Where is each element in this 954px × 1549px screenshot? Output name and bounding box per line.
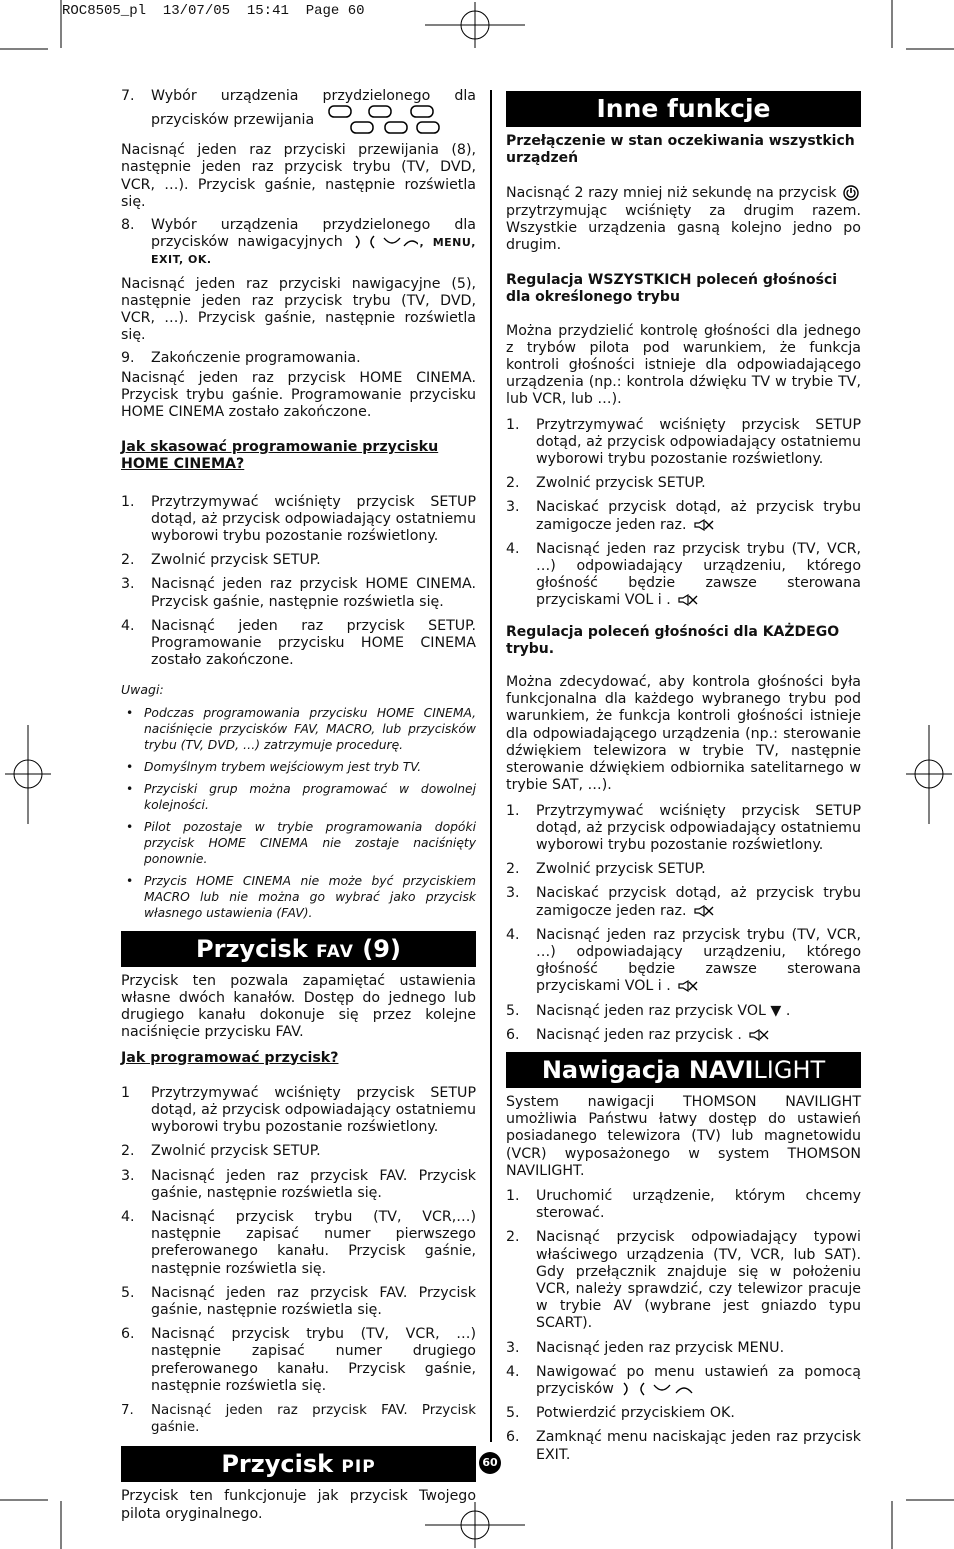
list-item: 6. Nacisnąć przycisk trybu (TV, VCR, …) następnie zapisać numer drugiego preferowanego kanału. Przycisk gaśnie, następnie rozświetla się. xyxy=(121,1326,476,1394)
list-item: 4. Nacisnąć jeden raz przycisk trybu (TV, VCR, …) odpowiadający urządzeniu, którego głośność będzie zawsze sterowana przyciskami VOL i . xyxy=(506,540,861,609)
rewind-keys-icon xyxy=(321,105,441,135)
fav-banner: Przycisk FAV (9) xyxy=(121,931,476,967)
mute-icon xyxy=(677,594,699,606)
standby-heading: Przełączenie w stan oczekiwania wszystkich urządzeń xyxy=(506,133,855,167)
list-item: 1. Uruchomić urządzenie, którym chcemy sterować. xyxy=(506,1187,861,1222)
mute-icon xyxy=(693,519,715,531)
list-item: 4. Nacisnąć jeden raz przycisk SETUP. Programowanie przycisku HOME CINEMA zostało zakończone. xyxy=(121,617,476,669)
list-item: 2. Zwolnić przycisk SETUP. xyxy=(506,861,706,878)
list-item: 2. Zwolnić przycisk SETUP. xyxy=(506,475,706,492)
notes-title: Uwagi: xyxy=(121,682,164,698)
list-item: 1. Przytrzymywać wciśnięty przycisk SETUP dotąd, aż przycisk odpowiadający ostatniemu wyborowi trybu pozostanie rozświetlony. xyxy=(506,802,861,853)
page-number: 60 xyxy=(479,1452,501,1474)
navigation-keys-icon xyxy=(354,234,418,250)
list-item: 7. Wybór urządzenia przydzielonego dla przycisków przewijania xyxy=(121,88,476,135)
other-functions-banner: Inne funkcje xyxy=(506,91,861,127)
list-item: 4. Nawigować po menu ustawień za pomocą przycisków xyxy=(506,1363,861,1397)
paragraph: System nawigacji THOMSON NAVILIGHT umożliwia Państwu łatwy dostęp do ustawień posiadanego telewizora (TV) lub magnetowidu (VCR) wyposażonego w system THOMSON NAVILIGHT. xyxy=(506,1093,861,1179)
list-item: 3. Nacisnąć jeden raz przycisk FAV. Przycisk gaśnie, następnie rozświetla się. xyxy=(121,1167,476,1201)
list-item: 3. Nacisnąć jeden raz przycisk HOME CINEMA. Przycisk gaśnie, następnie rozświetla się. xyxy=(121,576,476,610)
list-item: 6. Zamknąć menu naciskając jeden raz przycisk EXIT. xyxy=(506,1429,861,1463)
paragraph: Nacisnąć jeden raz przycisk HOME CINEMA. Przycisk trybu gaśnie. Programowanie przycisku HOME CINEMA zostało zakończone. xyxy=(121,369,476,421)
list-item: 6. Nacisnąć jeden raz przycisk . xyxy=(506,1027,861,1044)
note-item: • Podczas programowania przycisku HOME CINEMA, naciśnięcie przycisków FAV, MACRO, lub przycisków trybu (TV, DVD, …) zatrzymuje procedurę. xyxy=(121,705,476,753)
list-item: 3. Nacisnąć jeden raz przycisk MENU. xyxy=(506,1339,785,1356)
power-icon xyxy=(843,185,859,201)
pip-banner: Przycisk PIP xyxy=(121,1446,476,1482)
mute-icon xyxy=(677,980,699,992)
list-item: 5. Nacisnąć jeden raz przycisk VOL ▼ . xyxy=(506,1002,791,1019)
navilight-banner: Nawigacja NAVILIGHT xyxy=(506,1052,861,1088)
paragraph: Można przydzielić kontrolę głośności dla jednego z trybów pilota pod warunkiem, że funkcja kontroli głośności istnieje dla odpowiadającego urządzenia (np.: kontrola dźwięku TV w trybie TV, lub VCR, lub …). xyxy=(506,322,861,408)
paragraph: Można zdecydować, aby kontrola głośności była funkcjonalna dla każdego wybranego trybu pod warunkiem, że funkcja kontroli głośności istnieje dla odpowiadającego urządzenia (np.: sterowanie dźwiękiem telewizora w trybie TV, następnie sterowanie dźwiękiem odbiornika satelitarnego w trybie SAT, …). xyxy=(506,674,861,794)
list-item: 5. Nacisnąć jeden raz przycisk FAV. Przycisk gaśnie, następnie rozświetla się. xyxy=(121,1284,476,1318)
note-item: • Przycis HOME CINEMA nie może być przyciskiem MACRO lub nie można go wybrać jako przycisk własnego ustawienia (FAV). xyxy=(121,873,476,921)
list-item: 5. Potwierdzić przyciskiem OK. xyxy=(506,1405,735,1422)
note-item: • Pilot pozostaje w trybie programowania dopóki przycisk HOME CINEMA nie zostaje naciśnięty ponownie. xyxy=(121,819,476,867)
left-column xyxy=(121,88,476,1523)
list-item: 4. Nacisnąć jeden raz przycisk trybu (TV, VCR, …) odpowiadający urządzeniu, którego głośność będzie zawsze sterowana przyciskami VOL i . xyxy=(506,926,861,995)
list-item: 2. Nacisnąć przycisk odpowiadający typowi właściwego urządzenia (TV, VCR, lub SAT). Gdy przełącznik znajduje się w położeniu VCR, należy sprawdzić, czy telewizor pracuje w trybie AV (wybrane jest gniazdo typu SCART). xyxy=(506,1229,861,1332)
paragraph: Nacisnąć 2 razy mniej niż sekundę na przycisk przytrzymując wciśnięty za drugim razem. Wszystkie urządzenia gasną kolejno jedno po drugim. xyxy=(506,185,861,254)
navigation-keys-icon xyxy=(620,1381,696,1397)
note-item: • Przyciski grup można programować w dowolnej kolejności. xyxy=(121,781,476,813)
right-column xyxy=(506,91,861,1471)
list-item: 2. Zwolnić przycisk SETUP. xyxy=(121,552,321,569)
fav-heading: Jak programować przycisk? xyxy=(121,1049,339,1066)
note-item: • Domyślnym trybem wejściowym jest tryb TV. xyxy=(121,759,476,775)
column-divider xyxy=(490,90,492,1442)
paragraph: Nacisnąć jeden raz przyciski nawigacyjne (5), następnie jeden raz przycisk trybu (TV, DVD, VCR, …). Przycisk gaśnie, następnie rozświetla się. xyxy=(121,275,476,344)
list-item: 8. Wybór urządzenia przydzielonego dla przycisków nawigacyjnych , MENU, EXIT, OK. xyxy=(121,217,476,267)
print-header: ROC8505_pl 13/07/05 15:41 Page 60 xyxy=(62,3,365,19)
list-item: 1. Przytrzymywać wciśnięty przycisk SETUP dotąd, aż przycisk odpowiadający ostatniemu wyborowi trybu pozostanie rozświetlony. xyxy=(121,493,476,545)
list-item: 2. Zwolnić przycisk SETUP. xyxy=(121,1143,321,1160)
mute-icon xyxy=(693,905,715,917)
vol-all-heading: Regulacja WSZYSTKICH poleceń głośności dla określonego trybu xyxy=(506,272,838,306)
list-item: 1. Przytrzymywać wciśnięty przycisk SETUP dotąd, aż przycisk odpowiadający ostatniemu wyborowi trybu pozostanie rozświetlony. xyxy=(506,416,861,468)
list-item: 4. Nacisnąć przycisk trybu (TV, VCR,…) następnie zapisać numer pierwszego preferowanego kanału. Przycisk gaśnie, następnie rozświetla się. xyxy=(121,1208,476,1277)
vol-each-heading: Regulacja poleceń głośności dla KAŻDEGO trybu. xyxy=(506,623,840,657)
paragraph: Przycisk ten pozwala zapamiętać ustawienia własne dwóch kanałów. Dostęp do jednego lub drugiego kanału dokonuje się przez kolejne naciśnięcie przycisku FAV. xyxy=(121,972,476,1041)
list-item: 3. Naciskać przycisk dotąd, aż przycisk trybu zamigocze jeden raz. xyxy=(506,885,861,919)
list-item: 3. Naciskać przycisk dotąd, aż przycisk trybu zamigocze jeden raz. xyxy=(506,499,861,533)
list-item: 7. Nacisnąć jeden raz przycisk FAV. Przycisk gaśnie. xyxy=(121,1402,476,1436)
list-item: 9. Zakończenie programowania. xyxy=(121,350,361,367)
paragraph: Przycisk ten funkcjonuje jak przycisk Twojego pilota oryginalnego. xyxy=(121,1488,476,1522)
mute-icon xyxy=(748,1029,770,1041)
list-item: 1 Przytrzymywać wciśnięty przycisk SETUP dotąd, aż przycisk odpowiadający ostatniemu wyborowi trybu pozostanie rozświetlony. xyxy=(121,1084,476,1136)
paragraph: Nacisnąć jeden raz przyciski przewijania (8), następnie jeden raz przycisk trybu (TV, DVD, VCR, …). Przycisk gaśnie, następnie rozświetla się. xyxy=(121,142,476,210)
delete-heading: Jak skasować programowanie przycisku HOME CINEMA? xyxy=(121,439,439,473)
